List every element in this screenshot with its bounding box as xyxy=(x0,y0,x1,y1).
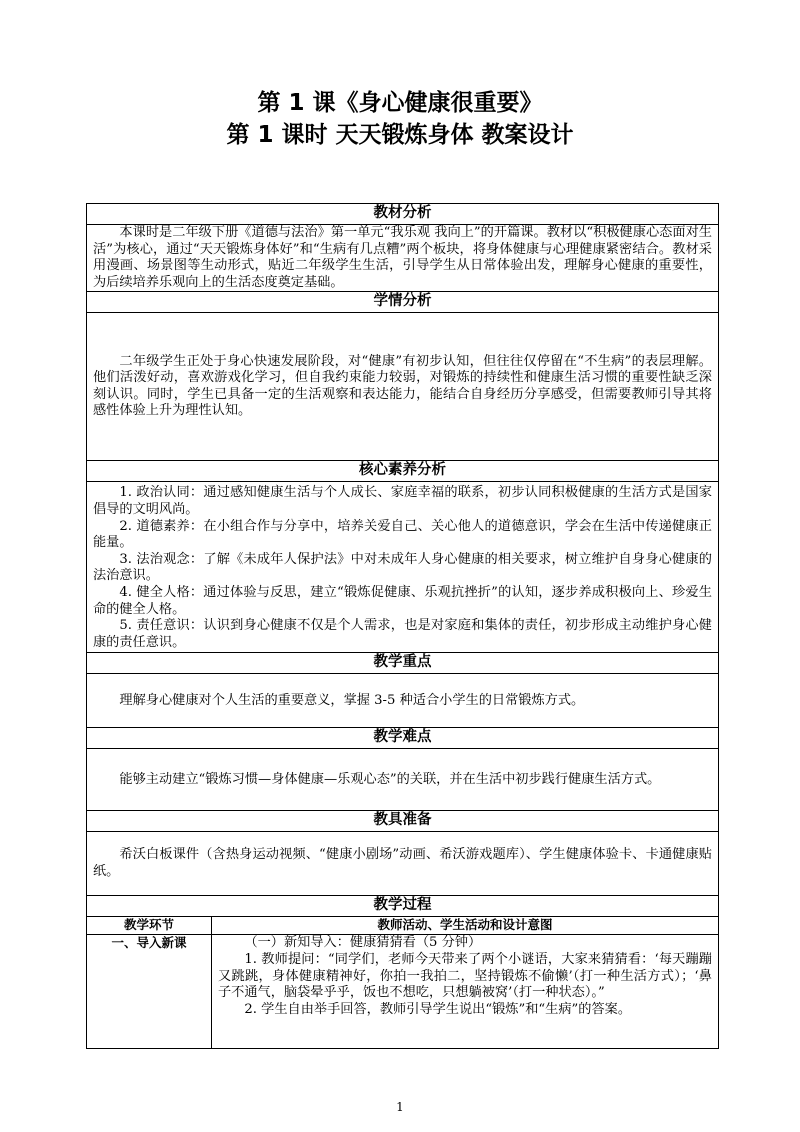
process-line: 2. 学生自由举手回答，教师引导学生说出“锻炼”和“生病”的答案。 xyxy=(244,1001,632,1017)
section-heading-learner: 学情分析 xyxy=(87,292,719,313)
section-heading-process: 教学过程 xyxy=(87,896,719,917)
section-body-difficulties xyxy=(87,749,719,811)
learner-analysis-text: 二年级学生正处于身心快速发展阶段，对“健康”有初步认知，但往往仅停留在“不生病”的表层理解。他们活泼好动，喜欢游戏化学习，但自我约束能力较弱，对锻炼的持续性和健康生活习惯的重要性缺乏深刻认识。同时，学生已具备一定的生活观察和表达能力，能结合自身经历分享感受，但需要教师引导其将感性体验上升为理性认知。 xyxy=(93,353,712,419)
page-number: 1 xyxy=(396,1100,404,1114)
section-body-key-points xyxy=(87,674,719,728)
process-stage-content xyxy=(212,935,719,1049)
difficulties-text: 能够主动建立“锻炼习惯—身体健康—乐观心态”的关联，并在生活中初步践行健康生活方式。 xyxy=(119,771,661,787)
literacy-item: 5. 责任意识：认识到身心健康不仅是个人需求，也是对家庭和集体的责任，初步形成主动维护身心健康的责任意识。 xyxy=(93,618,712,650)
literacy-item: 1. 政治认同：通过感知健康生活与个人成长、家庭幸福的联系，初步认同积极健康的生活方式是国家倡导的文明风尚。 xyxy=(93,485,712,517)
process-column-stage: 教学环节 xyxy=(87,917,212,935)
section-body-materials xyxy=(87,832,719,896)
section-heading-textbook: 教材分析 xyxy=(87,204,719,225)
process-line: （一）新知导入：健康猜猜看（5 分钟） xyxy=(244,935,482,951)
process-column-activities: 教师活动、学生活动和设计意图 xyxy=(212,917,719,935)
section-body-learner xyxy=(87,313,719,461)
lesson-plan-table xyxy=(86,203,719,1049)
section-body-textbook xyxy=(87,225,719,292)
process-line: 1. 教师提问：“同学们，老师今天带来了两个小谜语，大家来猜猜看：‘每天蹦蹦又跳跳，身体健康精神好，你拍一我拍二，坚持锻炼不偷懒’（打一种生活方式）；‘鼻子不通气，脑袋晕乎乎，饭也不想吃，只想躺被窝’（打一种状态）。” xyxy=(218,951,712,1001)
literacy-item: 2. 道德素养：在小组合作与分享中，培养关爱自己、关心他人的道德意识，学会在生活中传递健康正能量。 xyxy=(93,518,712,551)
lesson-subtitle: 第 1 课时 天天锻炼身体 教案设计 xyxy=(226,122,574,148)
literacy-item: 4. 健全人格：通过体验与反思，建立“锻炼促健康、乐观抗挫折”的认知，逐步养成积极向上、珍爱生命的健全人格。 xyxy=(93,584,712,617)
section-heading-literacy: 核心素养分析 xyxy=(87,461,719,482)
lesson-title: 第 1 课《身心健康很重要》 xyxy=(257,90,543,116)
materials-text: 希沃白板课件（含热身运动视频、“健康小剧场”动画、希沃游戏题库）、学生健康体验卡、卡通健康贴纸。 xyxy=(93,847,712,879)
process-stage-label: 一、导入新课 xyxy=(87,935,212,1049)
key-points-text: 理解身心健康对个人生活的重要意义，掌握 3-5 种适合小学生的日常锻炼方式。 xyxy=(119,692,585,708)
section-body-literacy xyxy=(87,482,719,653)
section-heading-materials: 教具准备 xyxy=(87,811,719,832)
section-heading-difficulties: 教学难点 xyxy=(87,728,719,749)
textbook-analysis-text: 本课时是二年级下册《道德与法治》第一单元“我乐观 我向上”的开篇课。教材以“积极健康心态面对生活”为核心，通过“天天锻炼身体好”和“生病有几点糟”两个板块，将身体健康与心理健康紧密结合。教材采用漫画、场景图等生动形式，贴近二年级学生生活，引导学生从日常体验出发，理解身心健康的重要性，为后续培养乐观向上的生活态度奠定基础。 xyxy=(93,225,712,290)
section-heading-key-points: 教学重点 xyxy=(87,653,719,674)
literacy-item: 3. 法治观念：了解《未成年人保护法》中对未成年人身心健康的相关要求，树立维护自身身心健康的法治意识。 xyxy=(93,551,712,584)
